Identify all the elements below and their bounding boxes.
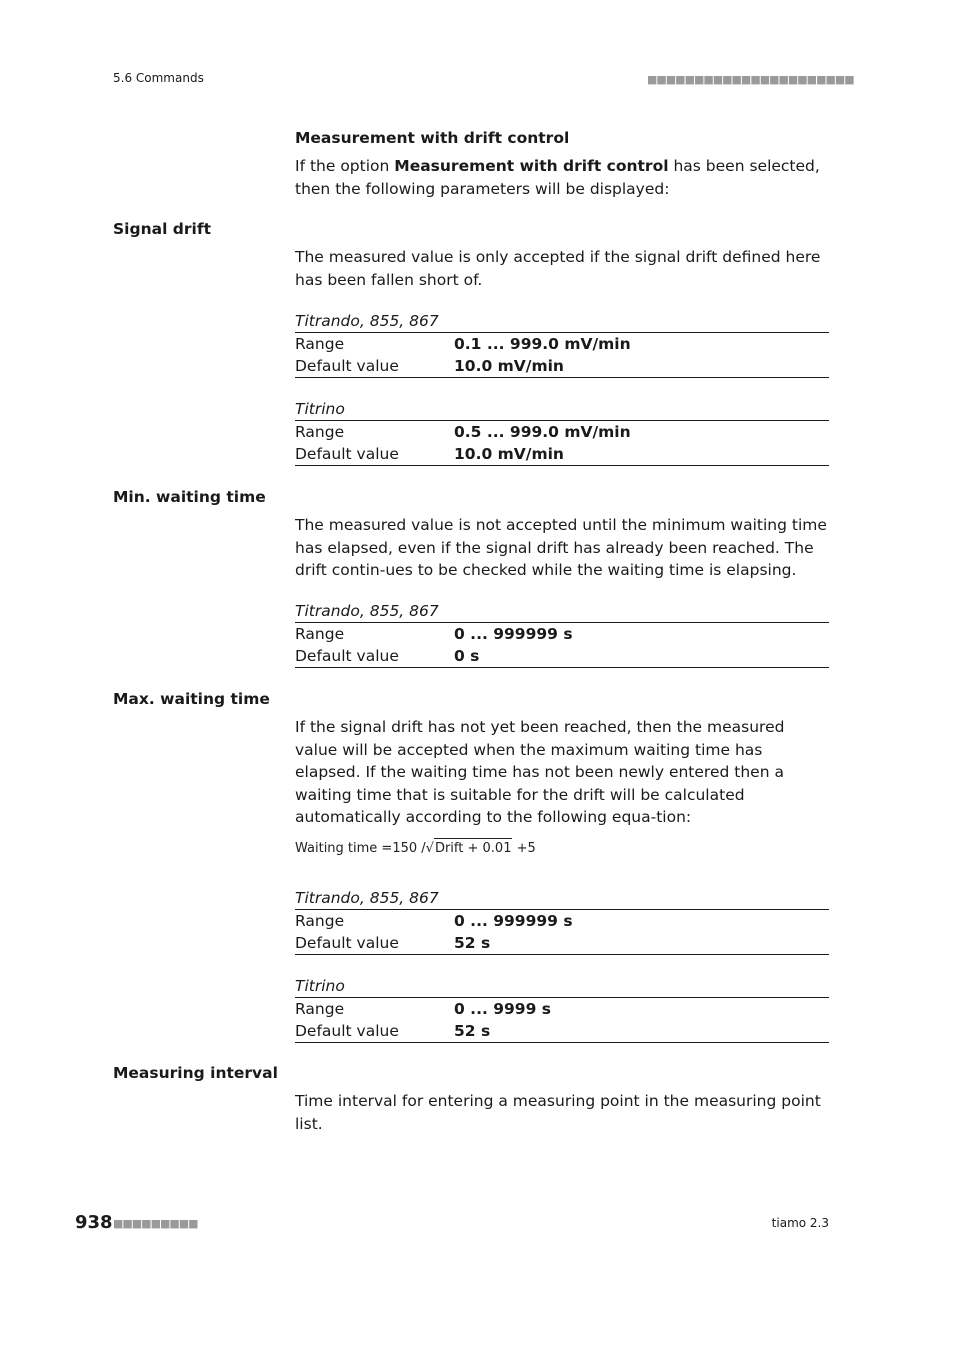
table-row xyxy=(295,443,829,466)
row-value: 10.0 mV/min xyxy=(454,445,564,463)
signal-drift-description: The measured value is only accepted if the signal drift defined here has been fallen short of. xyxy=(295,248,821,289)
row-key: Default value xyxy=(295,934,399,952)
intro-text-before: If the option xyxy=(295,157,395,175)
waiting-time-formula xyxy=(295,838,536,856)
row-key: Range xyxy=(295,912,345,930)
row-value: 52 s xyxy=(454,934,491,952)
min-waiting-table-titrando xyxy=(295,600,829,668)
signal-drift-table-titrino xyxy=(295,398,829,466)
table-caption: Titrando, 855, 867 xyxy=(295,887,829,910)
row-value: 0.5 ... 999.0 mV/min xyxy=(454,423,631,441)
footer-dots: ■■■■■■■■■ xyxy=(113,1217,198,1230)
table-row xyxy=(295,421,829,443)
row-key: Default value xyxy=(295,647,399,665)
table-caption: Titrando, 855, 867 xyxy=(295,310,829,333)
table-row xyxy=(295,623,829,645)
table-row xyxy=(295,998,829,1020)
max-waiting-table-titrino xyxy=(295,975,829,1043)
product-name: tiamo 2.3 xyxy=(771,1216,829,1230)
row-key: Range xyxy=(295,423,345,441)
running-header-section: 5.6 Commands xyxy=(113,71,204,85)
min-waiting-heading: Min. waiting time xyxy=(113,488,266,506)
measuring-interval-description: Time interval for entering a measuring point in the measuring point list. xyxy=(295,1092,821,1133)
max-waiting-heading: Max. waiting time xyxy=(113,690,270,708)
table-caption: Titrando, 855, 867 xyxy=(295,600,829,623)
signal-drift-table-titrando xyxy=(295,310,829,378)
max-waiting-description: If the signal drift has not yet been reached, then the measured value will be accepted when the maximum waiting time has elapsed. If the waiting time has not been newly entered then a waiting time that is suitable for the drift will be calculated automatically according to the following equa-tion: xyxy=(295,718,785,826)
signal-drift-heading: Signal drift xyxy=(113,220,211,238)
row-value: 52 s xyxy=(454,1022,491,1040)
formula-left: Waiting time =150 / xyxy=(295,841,426,856)
formula-right: +5 xyxy=(512,841,536,856)
intro-heading: Measurement with drift control xyxy=(295,129,570,147)
table-caption: Titrino xyxy=(295,398,829,421)
row-value: 0 s xyxy=(454,647,480,665)
intro-text-after: has been selected, then the following parameters will be displayed: xyxy=(295,157,820,198)
row-key: Default value xyxy=(295,445,399,463)
row-value: 0.1 ... 999.0 mV/min xyxy=(454,335,631,353)
row-value: 0 ... 999999 s xyxy=(454,912,573,930)
table-caption: Titrino xyxy=(295,975,829,998)
min-waiting-description: The measured value is not accepted until the minimum waiting time has elapsed, even if the signal drift has already been reached. The drift contin-ues to be checked while the waiting time is elapsing. xyxy=(295,516,827,579)
row-value: 0 ... 9999 s xyxy=(454,1000,552,1018)
table-row xyxy=(295,355,829,378)
row-key: Default value xyxy=(295,1022,399,1040)
table-row xyxy=(295,932,829,955)
formula-radicand: Drift + 0.01 xyxy=(434,838,513,856)
running-header-dots: ■■■■■■■■■■■■■■■■■■■■■■ xyxy=(647,73,854,86)
table-row xyxy=(295,333,829,355)
table-row xyxy=(295,645,829,668)
row-key: Range xyxy=(295,335,345,353)
row-key: Default value xyxy=(295,357,399,375)
measuring-interval-heading: Measuring interval xyxy=(113,1064,278,1082)
row-key: Range xyxy=(295,1000,345,1018)
row-value: 0 ... 999999 s xyxy=(454,625,573,643)
row-key: Range xyxy=(295,625,345,643)
row-value: 10.0 mV/min xyxy=(454,357,564,375)
table-row xyxy=(295,1020,829,1043)
table-row xyxy=(295,910,829,932)
page-number: 938 xyxy=(75,1212,113,1233)
sqrt-sign: √ xyxy=(425,841,434,856)
max-waiting-table-titrando xyxy=(295,887,829,955)
intro-text-bold: Measurement with drift control xyxy=(394,157,669,175)
intro-paragraph xyxy=(295,155,829,200)
